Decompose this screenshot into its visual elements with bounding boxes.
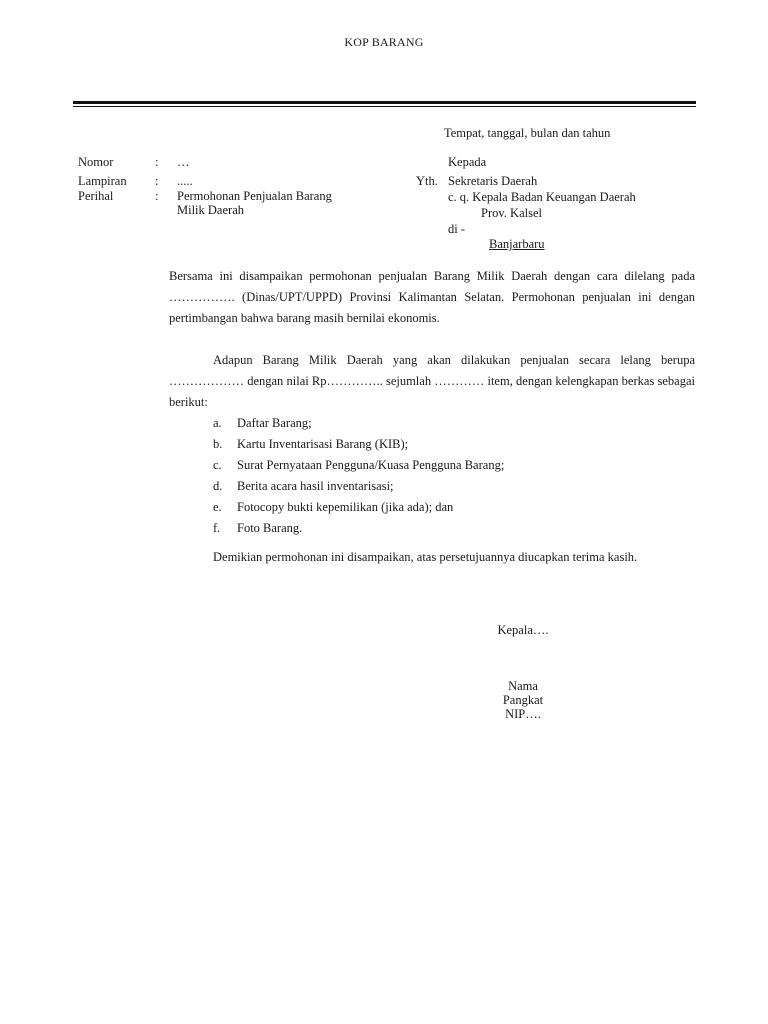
lampiran-colon: : [155,174,159,188]
list-item: Foto Barang. [237,521,303,535]
signature-name: Nama [508,679,538,693]
recipient-line2: c. q. Kepala Badan Keuangan Daerah [448,190,636,204]
letterhead-title: KOP BARANG [344,35,424,49]
signature-nip: NIP…. [505,707,541,721]
recipient-di: di - [448,222,466,236]
recipient-kepada: Kepada [448,155,487,169]
list-letter: e. [213,500,222,514]
perihal-value-line1: Permohonan Penjualan Barang [177,189,332,203]
recipient-yth: Yth. [416,174,438,188]
list-item: Berita acara hasil inventarisasi; [237,479,394,493]
perihal-label: Perihal [78,189,114,203]
list-letter: a. [213,416,222,430]
body-paragraph-3-text: Demikian permohonan ini disampaikan, atas persetujuannya diucapkan terima kasih. [213,550,638,564]
list-item: Surat Pernyataan Pengguna/Kuasa Pengguna Barang; [237,458,505,472]
lampiran-value: ..... [177,174,193,188]
recipient-line1: Sekretaris Daerah [448,174,538,188]
perihal-colon: : [155,189,159,203]
nomor-label: Nomor [78,155,114,169]
nomor-value: … [177,155,190,169]
list-letter: d. [213,479,223,493]
body-paragraph-2-text: Adapun Barang Milik Daerah yang akan dilakukan penjualan secara lelang berupa ……………… dengan nilai Rp………….. sejumlah ………… item, dengan kelengkapan berkas sebagai berikut: [169,353,695,409]
list-item: Kartu Inventarisasi Barang (KIB); [237,437,409,451]
place-date: Tempat, tanggal, bulan dan tahun [444,126,611,140]
nomor-colon: : [155,155,159,169]
body-paragraph-1-text: Bersama ini disampaikan permohonan penjualan Barang Milik Daerah dengan cara dilelang pada ……………. (Dinas/UPT/UPPD) Provinsi Kalimantan Selatan. Permohonan penjualan ini dengan pertimbangan bahwa barang masih bernilai ekonomis. [169,269,695,325]
list-letter: c. [213,458,222,472]
letterhead-double-rule-thin [73,106,696,107]
lampiran-label: Lampiran [78,174,127,188]
list-item: Daftar Barang; [237,416,312,430]
body-paragraph-2 [169,350,695,413]
recipient-city: Banjarbaru [489,237,545,251]
signature-rank: Pangkat [502,693,544,707]
letterhead-double-rule-thick [73,101,696,104]
body-paragraph-1 [169,266,695,329]
perihal-value-line2: Milik Daerah [177,203,244,217]
body-paragraph-3 [169,547,695,568]
signature-title: Kepala…. [497,623,549,637]
list-letter: f. [213,521,221,535]
list-letter: b. [213,437,223,451]
list-item: Fotocopy bukti kepemilikan (jika ada); dan [237,500,454,514]
recipient-line3: Prov. Kalsel [481,206,542,220]
